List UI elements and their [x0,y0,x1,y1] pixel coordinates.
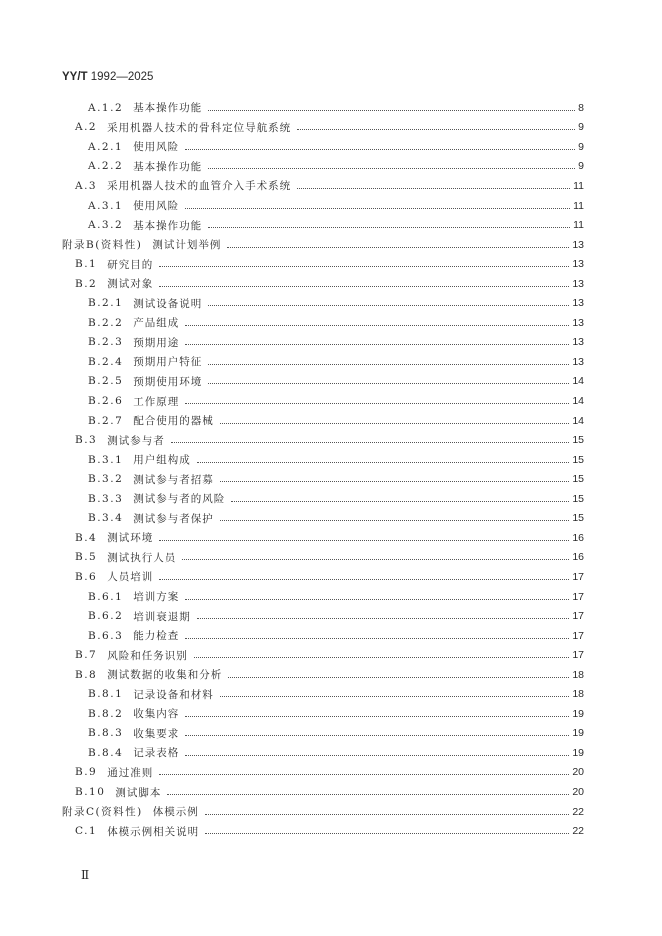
toc-entry-page: 15 [572,512,584,525]
toc-entry[interactable] [88,509,584,529]
toc-leader-dots [208,304,569,306]
toc-entry-number: B.2.3 [88,336,124,349]
toc-entry[interactable] [88,489,584,509]
toc-entry-number: A.3.2 [88,219,124,232]
toc-entry-page: 19 [572,746,584,759]
toc-entry-title: 通过准则 [107,766,154,779]
toc-entry-number: B.3.1 [88,453,124,466]
toc-leader-dots [159,265,569,267]
toc-entry[interactable] [88,333,584,353]
toc-entry[interactable] [88,98,584,118]
toc-entry-title: 测试计划举例 [152,239,222,252]
toc-entry[interactable] [75,665,584,685]
toc-entry-number: B.2.2 [88,316,124,329]
toc-entry-number: B.8 [75,668,98,681]
toc-entry-title: 使用风险 [133,141,180,154]
toc-entry-page: 8 [578,101,584,114]
toc-entry[interactable] [88,411,584,431]
toc-leader-dots [182,558,569,560]
toc-entry[interactable] [88,606,584,626]
toc-entry-number: B.4 [75,531,98,544]
toc-leader-dots [171,441,570,443]
toc-entry-number: 附录C(资料性) [62,806,143,819]
toc-leader-dots [297,187,570,189]
toc-leader-dots [228,676,569,678]
toc-entry-page: 13 [572,258,584,271]
toc-entry-title: 培训衰退期 [133,610,191,623]
toc-entry-page: 9 [578,140,584,153]
toc-entry-page: 11 [573,199,584,212]
toc-entry-title: 基本操作功能 [133,219,203,232]
toc-entry-number: B.8.3 [88,727,124,740]
toc-entry-title: 测试参与者 [107,434,165,447]
standard-year: 1992—2025 [90,71,154,83]
page-number: Ⅱ [81,868,90,882]
toc-entry-number: A.2.2 [88,160,124,173]
toc-leader-dots [185,734,569,736]
toc-entry-number: B.3.4 [88,512,124,525]
toc-entry-page: 17 [572,590,584,603]
toc-entry-number: C.1 [75,825,98,838]
toc-leader-dots [205,832,569,834]
toc-leader-dots [185,637,569,639]
toc-entry-title: 采用机器人技术的骨科定位导航系统 [107,121,292,134]
toc-entry-title: 测试执行人员 [107,551,177,564]
toc-leader-dots [231,500,569,502]
toc-entry-page: 13 [572,277,584,290]
toc-entry-title: 收集要求 [133,727,180,740]
toc-entry[interactable] [88,294,584,314]
toc-entry-title: 产品组成 [133,317,180,330]
toc-entry-title: 工作原理 [133,395,180,408]
toc-leader-dots [197,617,570,619]
toc-entry[interactable] [88,313,584,333]
toc-entry-number: B.9 [75,766,98,779]
toc-entry-number: B.8.2 [88,707,124,720]
toc-leader-dots [185,754,569,756]
toc-entry-title: 风险和任务识别 [107,649,188,662]
toc-entry[interactable] [88,469,584,489]
toc-entry[interactable] [75,763,584,783]
toc-entry-title: 研究目的 [107,258,154,271]
toc-entry-number: B.6.2 [88,610,124,623]
toc-entry-page: 15 [572,492,584,505]
toc-entry-title: 培训方案 [133,591,180,603]
toc-entry[interactable] [75,528,584,548]
toc-entry-page: 13 [572,355,584,368]
toc-entry-number: B.8.1 [88,688,124,701]
toc-leader-dots [220,695,570,697]
toc-leader-dots [220,480,570,482]
toc-leader-dots [159,578,569,580]
toc-entry-number: B.2.1 [88,297,124,310]
toc-leader-dots [185,207,570,209]
toc-entry-title: 测试参与者保护 [133,512,214,525]
toc-entry-page: 13 [572,336,584,349]
toc-entry-page: 17 [572,649,584,662]
toc-entry-title: 体模示例相关说明 [107,825,200,838]
toc-entry[interactable] [88,743,584,763]
toc-entry[interactable] [75,176,584,196]
standard-code: YY/T [62,71,88,83]
toc-entry-page: 18 [572,668,584,681]
toc-entry-title: 测试数据的收集和分析 [107,669,223,682]
toc-entry[interactable] [75,118,584,138]
toc-entry-number: B.7 [75,649,98,662]
toc-entry-page: 19 [572,727,584,740]
toc-entry[interactable] [88,685,584,705]
toc-entry-page: 22 [572,805,584,818]
toc-entry-page: 20 [572,766,584,779]
toc-entry-number: B.6 [75,570,98,583]
toc-entry-title: 收集内容 [133,708,180,721]
toc-entry[interactable] [88,587,584,607]
toc-leader-dots [185,715,569,717]
toc-entry-title: 预期使用环境 [133,375,203,388]
toc-entry-title: 预期用户特征 [133,356,203,369]
toc-entry-page: 13 [572,238,584,251]
toc-entry[interactable] [88,391,584,411]
toc-leader-dots [220,422,570,424]
toc-entry-page: 16 [572,531,584,544]
toc-leader-dots [197,461,570,463]
toc-leader-dots [227,246,569,248]
toc-leader-dots [297,128,575,130]
toc-entry-page: 16 [572,551,584,564]
toc-entry-page: 19 [572,707,584,720]
toc-entry-number: B.6.1 [88,590,124,603]
toc-entry[interactable] [88,215,584,235]
toc-entry-title: 使用风险 [133,200,180,212]
toc-entry-number: 附录B(资料性) [62,239,143,252]
toc-entry-page: 18 [572,688,584,701]
document-header [62,71,153,83]
toc-entry-page: 17 [572,570,584,583]
toc-entry-page: 13 [572,297,584,310]
toc-leader-dots [208,363,569,365]
toc-entry-number: B.2.7 [88,414,124,427]
toc-entry-number: A.3 [75,179,98,192]
toc-leader-dots [185,402,569,404]
toc-leader-dots [220,519,570,521]
toc-leader-dots [208,382,569,384]
toc-leader-dots [185,598,569,600]
toc-entry-title: 能力检查 [133,630,180,643]
toc-leader-dots [194,656,570,658]
toc-entry-page: 15 [572,473,584,486]
toc-entry-page: 14 [572,414,584,427]
toc-entry-number: A.1.2 [88,101,124,114]
toc-entry[interactable] [75,274,584,294]
toc-entry-number: B.6.3 [88,629,124,642]
toc-entry[interactable] [75,782,584,802]
toc-entry-page: 11 [573,219,584,232]
toc-leader-dots [208,226,570,228]
toc-entry[interactable] [62,235,584,255]
toc-entry-title: 采用机器人技术的血管介入手术系统 [107,180,292,193]
toc-entry[interactable] [75,567,584,587]
toc-entry-title: 配合使用的器械 [133,415,214,428]
toc-entry-number: B.5 [75,551,98,564]
toc-entry[interactable] [75,645,584,665]
toc-entry[interactable] [88,724,584,744]
toc-entry[interactable] [88,196,584,216]
toc-entry-title: 记录设备和材料 [133,688,214,701]
toc-entry-number: B.3.3 [88,492,124,505]
toc-entry-page: 17 [572,610,584,623]
toc-entry-number: A.2 [75,121,98,134]
toc-leader-dots [205,813,570,815]
toc-entry-number: B.2.4 [88,355,124,368]
toc-entry-title: 预期用途 [133,336,180,349]
toc-entry[interactable] [75,548,584,568]
toc-entry-number: B.2 [75,277,98,290]
toc-entry-page: 17 [572,629,584,642]
toc-entry-title: 人员培训 [107,571,154,584]
toc-entry-page: 14 [572,375,584,388]
toc-entry-number: A.3.1 [88,199,124,212]
toc-entry[interactable] [88,450,584,470]
toc-entry-number: B.10 [75,786,106,798]
toc-entry-page: 9 [578,160,584,173]
toc-entry-title: 基本操作功能 [133,160,203,173]
toc-entry-title: 测试脚本 [115,786,162,799]
toc-entry[interactable] [75,430,584,450]
toc-leader-dots [208,109,575,111]
toc-entry-title: 基本操作功能 [133,102,203,115]
toc-leader-dots [159,285,569,287]
toc-entry[interactable] [75,821,584,841]
toc-entry-page: 13 [572,316,584,329]
toc-entry-number: B.3.2 [88,473,124,486]
toc-entry-title: 记录表格 [133,747,180,760]
toc-entry-title: 用户组构成 [133,454,191,467]
toc-entry-page: 22 [572,825,584,838]
toc-leader-dots [185,343,569,345]
toc-entry-title: 测试参与者招募 [133,473,214,486]
toc-leader-dots [167,793,569,795]
toc-entry[interactable] [88,704,584,724]
toc-entry[interactable] [62,802,584,822]
toc-entry-number: B.3 [75,434,98,447]
toc-entry[interactable] [75,254,584,274]
toc-entry-page: 11 [573,179,584,192]
toc-entry[interactable] [88,372,584,392]
toc-entry-page: 9 [578,121,584,134]
toc-entry-number: B.8.4 [88,746,124,759]
toc-entry-page: 14 [572,395,584,407]
toc-entry-title: 体模示例 [152,806,199,819]
toc-entry-number: A.2.1 [88,140,124,153]
toc-entry[interactable] [88,352,584,372]
toc-leader-dots [185,148,575,150]
toc-entry-title: 测试设备说明 [133,297,203,310]
toc-entry-title: 测试环境 [107,532,154,545]
toc-entry-number: B.1 [75,258,98,271]
toc-leader-dots [185,324,569,326]
toc-entry-page: 15 [572,453,584,466]
toc-leader-dots [208,167,575,169]
toc-entry[interactable] [88,157,584,177]
toc-leader-dots [159,773,569,775]
toc-entry-title: 测试参与者的风险 [133,493,226,506]
toc-entry[interactable] [88,626,584,646]
toc-leader-dots [159,539,569,541]
toc-entry-page: 15 [572,434,584,447]
toc-entry-title: 测试对象 [107,278,154,291]
toc-entry-number: B.2.6 [88,395,124,407]
toc-entry[interactable] [88,137,584,157]
toc-entry-page: 20 [572,786,584,798]
toc-entry-number: B.2.5 [88,375,124,388]
